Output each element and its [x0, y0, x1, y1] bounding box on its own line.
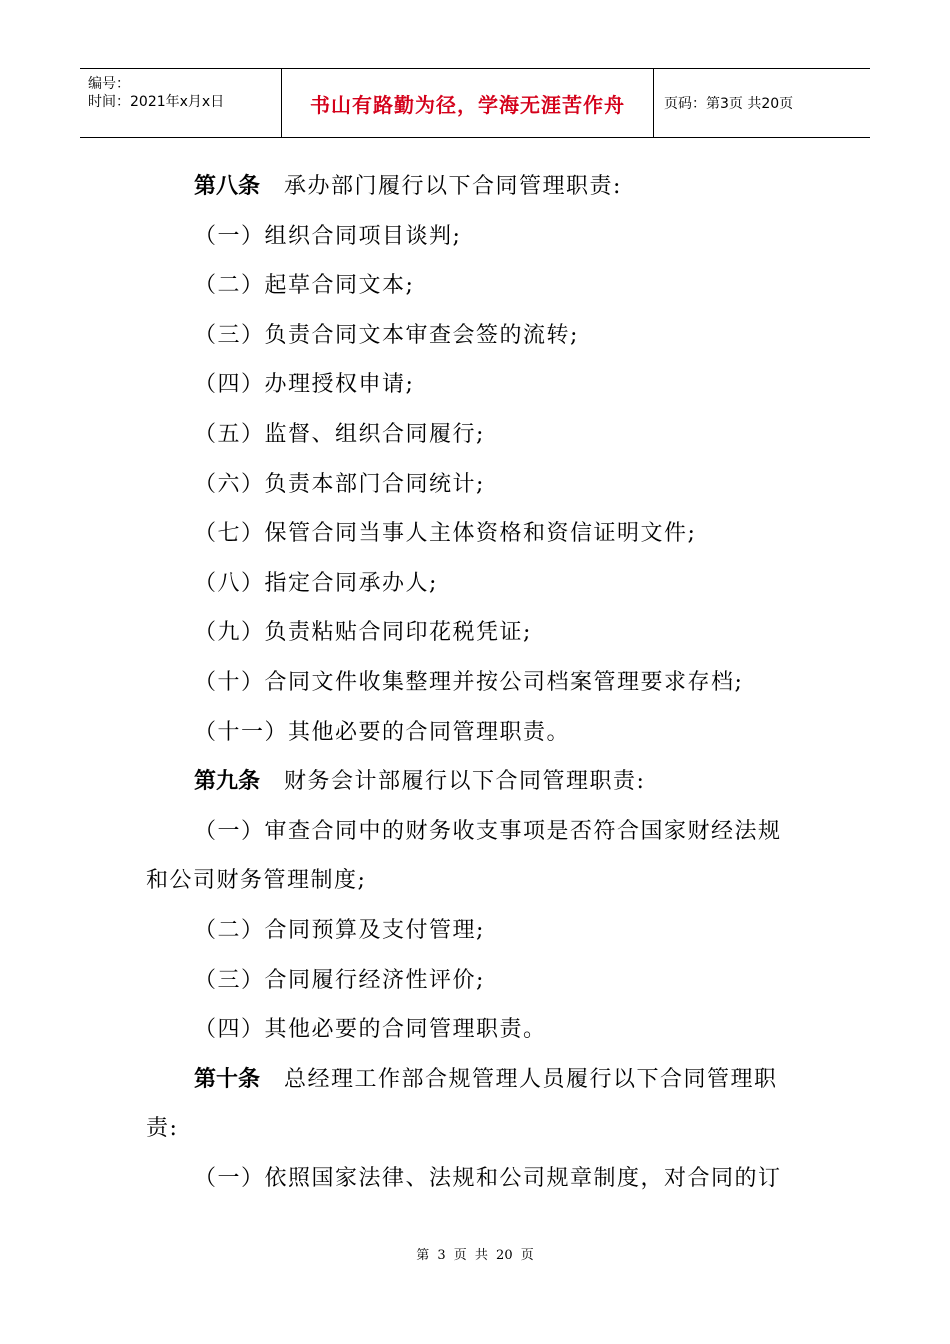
header-motto: 书山有路勤为径，学海无涯苦作舟: [281, 69, 654, 137]
list-item: （三）合同履行经济性评价;: [194, 967, 485, 993]
list-item: （一）组织合同项目谈判;: [194, 223, 462, 249]
list-item: （七）保管合同当事人主体资格和资信证明文件;: [194, 521, 697, 547]
list-item: （二）起草合同文本;: [194, 273, 415, 299]
article-10-text: 总经理工作部合规管理人员履行以下合同管理职: [284, 1066, 778, 1092]
header-meta: [80, 69, 281, 137]
list-item: （五）监督、组织合同履行;: [194, 421, 485, 447]
article-9-heading: 第九条: [194, 769, 261, 795]
list-item: （一）依照国家法律、法规和公司规章制度，对合同的订: [194, 1165, 782, 1191]
list-item: （九）负责粘贴合同印花税凭证;: [194, 620, 532, 646]
list-item: （二）合同预算及支付管理;: [194, 917, 485, 943]
list-item: （六）负责本部门合同统计;: [194, 471, 485, 497]
document-date: 时间：2021年x月x日: [88, 94, 225, 110]
document-number-label: 编号：: [88, 76, 130, 92]
page-footer: 第 3 页 共 20 页: [416, 1248, 534, 1263]
article-9-text: 财务会计部履行以下合同管理职责:: [284, 769, 646, 795]
article-8-line: [146, 162, 806, 212]
article-8-text: 承办部门履行以下合同管理职责:: [284, 174, 622, 199]
list-item-continuation: 和公司财务管理制度;: [146, 868, 367, 894]
article-10-line: [146, 1055, 806, 1105]
list-item: （十）合同文件收集整理并按公司档案管理要求存档;: [194, 669, 744, 695]
list-item: （四）办理授权申请;: [194, 372, 415, 398]
header-page-info: 页码：第3页 共20页: [664, 96, 794, 112]
list-item: （一）审查合同中的财务收支事项是否符合国家财经法规: [194, 818, 782, 844]
document-body: [146, 162, 806, 1203]
list-item: （十一）其他必要的合同管理职责。: [194, 719, 571, 745]
article-8-heading: 第八条: [194, 174, 261, 199]
article-10-text-continuation: 责:: [146, 1116, 179, 1142]
page-header: [80, 68, 870, 138]
list-item: （三）负责合同文本审查会签的流转;: [194, 322, 579, 348]
list-item: （八）指定合同承办人;: [194, 570, 438, 596]
article-10-heading: 第十条: [194, 1066, 261, 1092]
article-9-line: [146, 757, 806, 807]
list-item: （四）其他必要的合同管理职责。: [194, 1017, 547, 1043]
